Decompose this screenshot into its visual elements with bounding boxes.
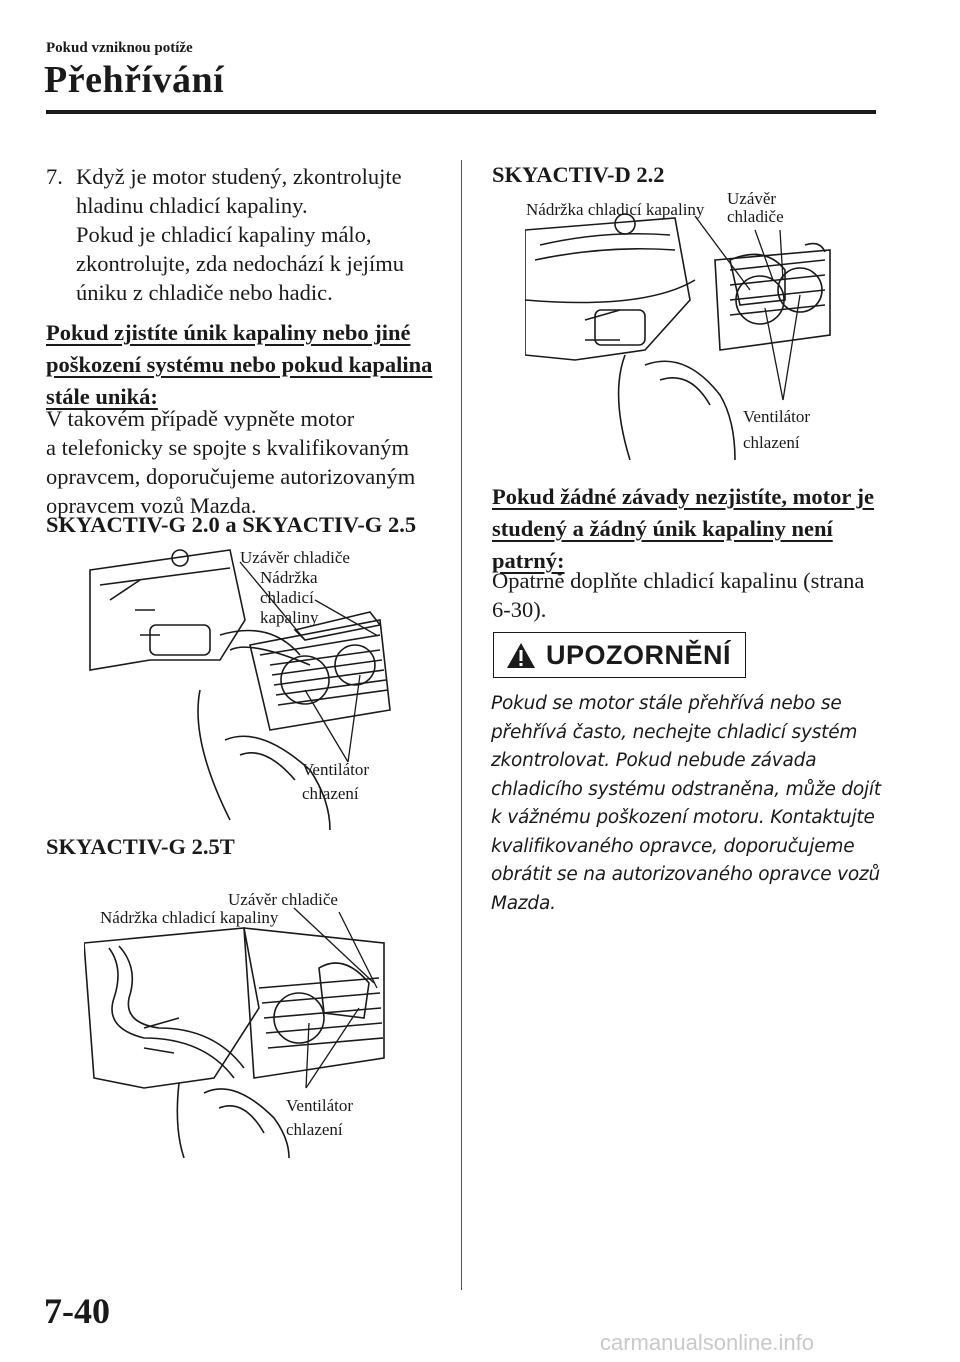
watermark: carmanualsonline.info: [600, 1330, 815, 1355]
step-line: úniku z chladiče nebo hadic.: [76, 280, 333, 305]
figure-g25t-label-fan: [286, 1094, 353, 1142]
leak-body: [46, 404, 456, 520]
figure-g20: [80, 540, 410, 830]
figure-g25t-heading: SKYACTIV-G 2.5T: [46, 834, 235, 859]
column-divider: [461, 160, 462, 1290]
label-line: kapaliny: [260, 608, 319, 627]
step-line: Když je motor studený, zkontrolujte: [76, 164, 402, 189]
label-line: Uzávěr: [727, 189, 777, 208]
caution-line: přehřívá často, nechejte chladicí systém: [491, 721, 858, 743]
figure-g20-heading: SKYACTIV-G 2.0 a SKYACTIV-G 2.5: [46, 512, 417, 537]
title-rule: [46, 110, 876, 114]
leak-body-line: a telefonicky se spojte s kvalifikovaným: [46, 435, 410, 460]
label-line: Ventilátor: [286, 1096, 354, 1115]
no-leak-body-line: 6-30).: [492, 597, 547, 622]
caution-box: [493, 632, 746, 678]
figure-d22-label-fan: [743, 404, 810, 456]
figure-d22-heading: SKYACTIV-D 2.2: [492, 162, 665, 187]
page-number: 7-40: [44, 1291, 110, 1331]
caution-text: [491, 690, 881, 918]
caution-line: Pokud se motor stále přehřívá nebo se: [491, 693, 842, 714]
section-label: Pokud vzniknou potíže: [46, 40, 193, 56]
label-line: chladicí: [260, 588, 314, 607]
no-leak-heading: [492, 482, 892, 575]
no-leak-heading-line: patrný:: [492, 548, 565, 573]
leak-body-line: V takovém případě vypněte motor: [46, 406, 355, 431]
label-line: Ventilátor: [743, 407, 811, 426]
leak-body-line: opravcem, doporučujeme autorizovaným: [46, 464, 416, 489]
leak-body-line: opravcem vozů Mazda.: [46, 493, 257, 518]
caution-line: obrátit se na autorizovaného opravce vozů: [491, 864, 880, 885]
figure-g25t-label-cap: Uzávěr chladiče: [228, 890, 338, 909]
no-leak-heading-line: Pokud žádné závady nezjistíte, motor je: [492, 484, 875, 509]
label-line: chlazení: [286, 1120, 343, 1139]
figure-g25t: [84, 888, 404, 1158]
figure-d22-label-cap: [727, 190, 784, 226]
figure-d22-label-tank: Nádržka chladicí kapaliny: [526, 200, 705, 219]
leak-heading: [46, 318, 456, 411]
figure-g20-label-tank: [260, 568, 319, 628]
step-number: 7.: [46, 164, 63, 189]
step-line: zkontrolujte, zda nedochází k jejímu: [76, 251, 405, 276]
label-line: chladiče: [727, 207, 784, 226]
caution-title: UPOZORNĚNÍ: [546, 639, 732, 670]
step-7: [46, 162, 446, 307]
leak-heading-line: Pokud zjistíte únik kapaliny nebo jiné: [46, 320, 411, 345]
label-line: Ventilátor: [302, 760, 370, 779]
label-line: chlazení: [743, 433, 800, 452]
engine-bay-g25t-illustration: [84, 888, 404, 1158]
label-line: chlazení: [302, 784, 359, 803]
no-leak-body-line: Opatrně doplňte chladicí kapalinu (strana: [492, 568, 865, 593]
step-line: Pokud je chladicí kapaliny málo,: [76, 222, 372, 247]
page-title: Přehřívání: [44, 59, 225, 101]
caution-line: k vážnému poškození motoru. Kontaktujte: [491, 807, 875, 828]
figure-g20-label-fan: [302, 758, 369, 806]
figure-g25t-label-tank: Nádržka chladicí kapaliny: [100, 908, 279, 927]
caution-line: Mazda.: [491, 892, 556, 914]
warning-triangle-icon: [506, 642, 536, 669]
leak-heading-line: poškození systému nebo pokud kapalina: [46, 352, 433, 377]
caution-line: kvalifikovaného opravce, doporučujeme: [491, 835, 855, 857]
figure-g20-label-cap: Uzávěr chladiče: [240, 548, 350, 567]
caution-line: zkontrolovat. Pokud nebude závada: [491, 750, 817, 771]
step-line: hladinu chladicí kapaliny.: [76, 193, 308, 218]
leak-heading-line: stále uniká:: [46, 384, 158, 409]
caution-line: chladicího systému odstraněna, může dojít: [491, 778, 881, 800]
no-leak-body: [492, 566, 892, 624]
label-line: Nádržka: [260, 568, 318, 587]
no-leak-heading-line: studený a žádný únik kapaliny není: [492, 516, 833, 541]
figure-d22: [525, 190, 845, 460]
